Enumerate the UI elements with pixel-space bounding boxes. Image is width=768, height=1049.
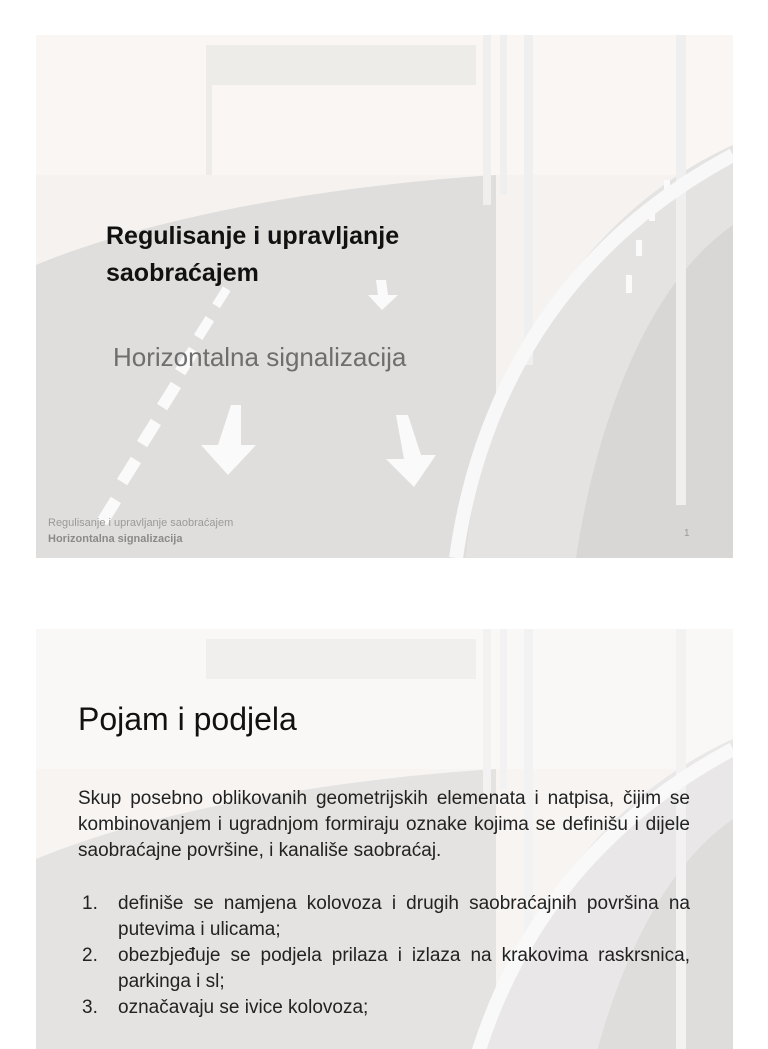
footer-course-title: Regulisanje i upravljanje saobraćajem (48, 517, 234, 529)
list-item-number: 2. (82, 945, 98, 966)
list-item (78, 891, 690, 943)
list-item-text: označavaju se ivice kolovoza; (118, 997, 369, 1018)
footer-topic: Horizontalna signalizacija (48, 533, 183, 545)
list-item (78, 943, 690, 995)
list-item (78, 995, 690, 1021)
slide-heading: Pojam i podjela (78, 701, 297, 737)
background-overlay (36, 35, 733, 558)
slide-subtitle: Horizontalna signalizacija (113, 342, 407, 372)
slide-title: Regulisanje i upravljanje saobraćajem (106, 222, 400, 287)
numbered-list (78, 891, 690, 1021)
list-item-number: 1. (82, 893, 98, 914)
list-item-number: 3. (82, 997, 98, 1018)
title-slide (36, 35, 733, 558)
page-number: 1 (684, 528, 690, 539)
intro-paragraph: Skup posebno oblikovanih geometrijskih elemenata i natpisa, čijim se kombinovanjem i ugradnjom formiraju oznake kojima se definišu i dijele saobraćajne površine, i kanališe saobraćaj. (78, 788, 690, 861)
list-item-text: definiše se namjena kolovoza i drugih saobraćajnih površina na putevima i ulicama; (118, 893, 690, 940)
content-slide (36, 629, 733, 1049)
list-item-text: obezbjeđuje se podjela prilaza i izlaza na krakovima raskrsnica, parkinga i sl; (118, 945, 690, 992)
